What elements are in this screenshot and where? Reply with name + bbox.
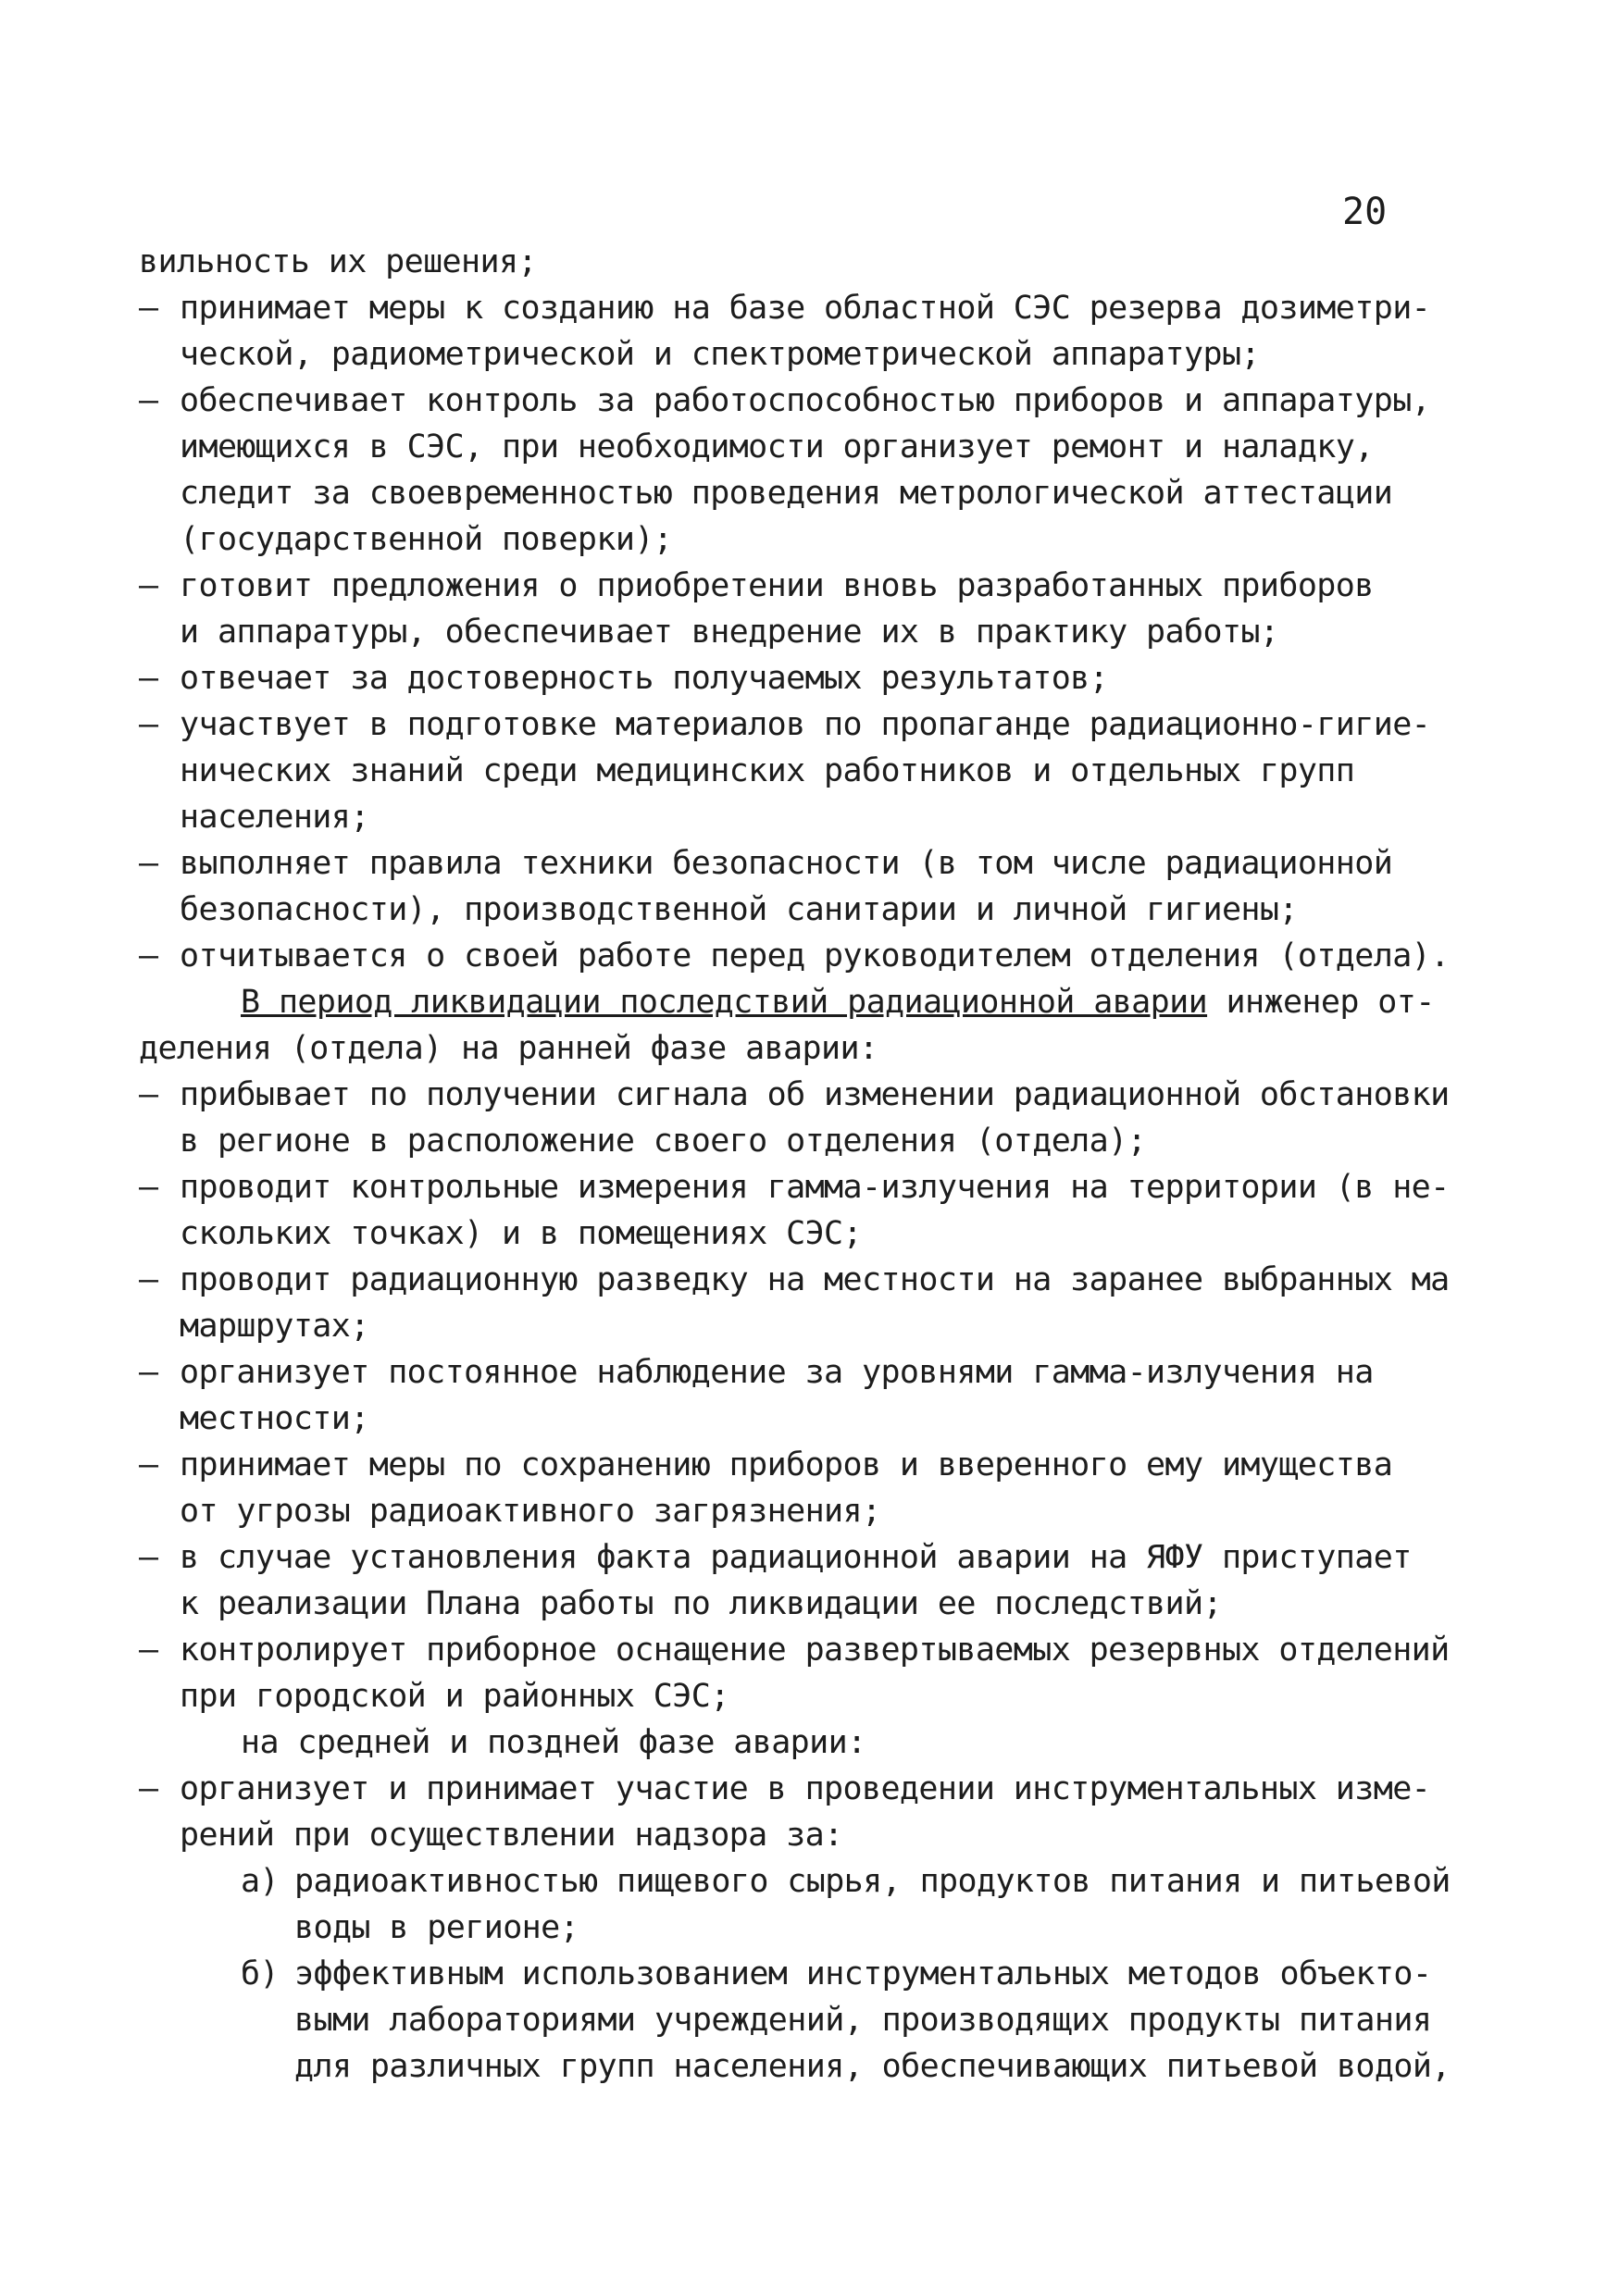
line-text: принимает меры по сохранению приборов и вверенного ему имущества xyxy=(180,1446,1393,1483)
line-text: к реализации Плана работы по ликвидации ее последствий; xyxy=(180,1585,1222,1622)
text-line xyxy=(139,331,1490,378)
line-text: рений при осуществлении надзора за: xyxy=(180,1817,843,1854)
text-line xyxy=(139,563,1490,609)
text-line xyxy=(139,840,1490,887)
line-text: ческой, радиометрической и спектрометрической аппаратуры; xyxy=(180,336,1260,373)
list-dash: – xyxy=(139,1354,158,1391)
text-line xyxy=(139,1303,1490,1349)
line-text: готовит предложения о приобретении вновь разработанных приборов xyxy=(180,567,1374,604)
line-text: деления (отдела) на ранней фазе аварии: xyxy=(139,1030,878,1067)
line-text: и аппаратуры, обеспечивает внедрение их в практику работы; xyxy=(180,614,1279,651)
text-line xyxy=(139,1951,1490,1997)
text-line xyxy=(139,1534,1490,1581)
line-text: для различных групп населения, обеспечивающих питьевой водой, xyxy=(294,2048,1451,2085)
list-dash: – xyxy=(139,1076,158,1113)
list-dash: – xyxy=(139,1261,158,1298)
text-line xyxy=(139,933,1490,979)
list-dash: – xyxy=(139,660,158,697)
text-line xyxy=(139,285,1490,331)
line-text: воды в регионе; xyxy=(294,1909,579,1946)
text-line xyxy=(139,1812,1490,1858)
line-text: выполняет правила техники безопасности (в том числе радиационной xyxy=(180,845,1393,882)
text-line xyxy=(139,424,1490,470)
line-text: вильность их решения; xyxy=(139,243,537,280)
page-number: 20 xyxy=(1342,191,1388,233)
text-line xyxy=(139,748,1490,794)
line-text: радиоактивностью пищевого сырья, продуктов питания и питьевой xyxy=(294,1863,1451,1900)
list-dash: – xyxy=(139,706,158,743)
line-text: выми лабораториями учреждений, производящих продукты питания xyxy=(294,2002,1432,2039)
line-text: в регионе в расположение своего отделения (отдела); xyxy=(180,1123,1147,1160)
line-text: маршрутах; xyxy=(180,1308,369,1345)
text-line xyxy=(139,516,1490,563)
list-dash: – xyxy=(139,937,158,974)
text-line xyxy=(139,1997,1490,2043)
line-text: организует и принимает участие в проведении инструментальных изме- xyxy=(180,1770,1431,1807)
line-text: населения; xyxy=(180,799,369,836)
enum-marker: б) xyxy=(241,1955,279,1992)
text-line xyxy=(139,655,1490,701)
text-line xyxy=(139,1349,1490,1396)
line-text: контролирует приборное оснащение развертываемых резервных отделений xyxy=(180,1632,1450,1669)
document-body xyxy=(139,239,1490,2090)
line-text: участвует в подготовке материалов по пропаганде радиационно-гигие- xyxy=(180,706,1431,743)
text-line xyxy=(139,1210,1490,1257)
line-text: безопасности), производственной санитарии и личной гигиены; xyxy=(180,891,1298,928)
text-line xyxy=(139,701,1490,748)
text-line xyxy=(139,1025,1490,1072)
text-line xyxy=(139,2043,1490,2090)
text-line xyxy=(139,1581,1490,1627)
line-text: принимает меры к созданию на базе областной СЭС резерва дозиметри- xyxy=(180,290,1431,327)
list-dash: – xyxy=(139,1632,158,1669)
line-text: инженер от- xyxy=(1207,984,1435,1021)
line-text: проводит радиационную разведку на местности на заранее выбранных ма xyxy=(180,1261,1450,1298)
text-line xyxy=(139,1719,1490,1766)
line-text: организует постоянное наблюдение за уровнями гамма-излучения на xyxy=(180,1354,1374,1391)
text-line xyxy=(139,1164,1490,1210)
list-dash: – xyxy=(139,567,158,604)
text-line xyxy=(139,378,1490,424)
text-line xyxy=(139,1858,1490,1905)
line-text: обеспечивает контроль за работоспособностью приборов и аппаратуры, xyxy=(180,382,1431,419)
line-text: в случае установления факта радиационной аварии на ЯФУ приступает xyxy=(180,1539,1412,1576)
enum-marker: а) xyxy=(241,1863,279,1900)
line-text: имеющихся в СЭС, при необходимости организует ремонт и наладку, xyxy=(180,428,1374,465)
line-text: (государственной поверки); xyxy=(180,521,673,558)
list-dash: – xyxy=(139,1770,158,1807)
line-text: эффективным использованием инструментальных методов объекто- xyxy=(294,1955,1432,1992)
line-text: отчитывается о своей работе перед руководителем отделения (отдела). xyxy=(180,937,1450,974)
line-text: проводит контрольные измерения гамма-излучения на территории (в не- xyxy=(180,1169,1450,1206)
list-dash: – xyxy=(139,845,158,882)
text-line xyxy=(139,1627,1490,1673)
text-line xyxy=(139,1442,1490,1488)
underlined-heading: В период ликвидации последствий радиационной аварии xyxy=(241,984,1208,1021)
text-line xyxy=(139,609,1490,655)
text-line xyxy=(139,470,1490,516)
line-text: прибывает по получении сигнала об изменении радиационной обстановки xyxy=(180,1076,1450,1113)
text-line xyxy=(139,979,1490,1025)
text-line xyxy=(139,1118,1490,1164)
line-text: от угрозы радиоактивного загрязнения; xyxy=(180,1493,881,1530)
line-text: следит за своевременностью проведения метрологической аттестации xyxy=(180,475,1393,512)
text-line xyxy=(139,239,1490,285)
text-line xyxy=(139,1396,1490,1442)
list-dash: – xyxy=(139,1539,158,1576)
text-line xyxy=(139,1072,1490,1118)
line-text: нических знаний среди медицинских работников и отдельных групп xyxy=(180,752,1355,789)
text-line xyxy=(139,1766,1490,1812)
list-dash: – xyxy=(139,382,158,419)
line-text: на средней и поздней фазе аварии: xyxy=(241,1724,866,1761)
text-line xyxy=(139,1905,1490,1951)
list-dash: – xyxy=(139,290,158,327)
text-line xyxy=(139,1257,1490,1303)
text-line xyxy=(139,794,1490,840)
line-text: отвечает за достоверность получаемых результатов; xyxy=(180,660,1109,697)
list-dash: – xyxy=(139,1169,158,1206)
line-text: скольких точках) и в помещениях СЭС; xyxy=(180,1215,862,1252)
line-text: местности; xyxy=(180,1400,369,1437)
text-line xyxy=(139,1673,1490,1719)
text-line xyxy=(139,1488,1490,1534)
list-dash: – xyxy=(139,1446,158,1483)
text-line xyxy=(139,887,1490,933)
line-text: при городской и районных СЭС; xyxy=(180,1678,729,1715)
